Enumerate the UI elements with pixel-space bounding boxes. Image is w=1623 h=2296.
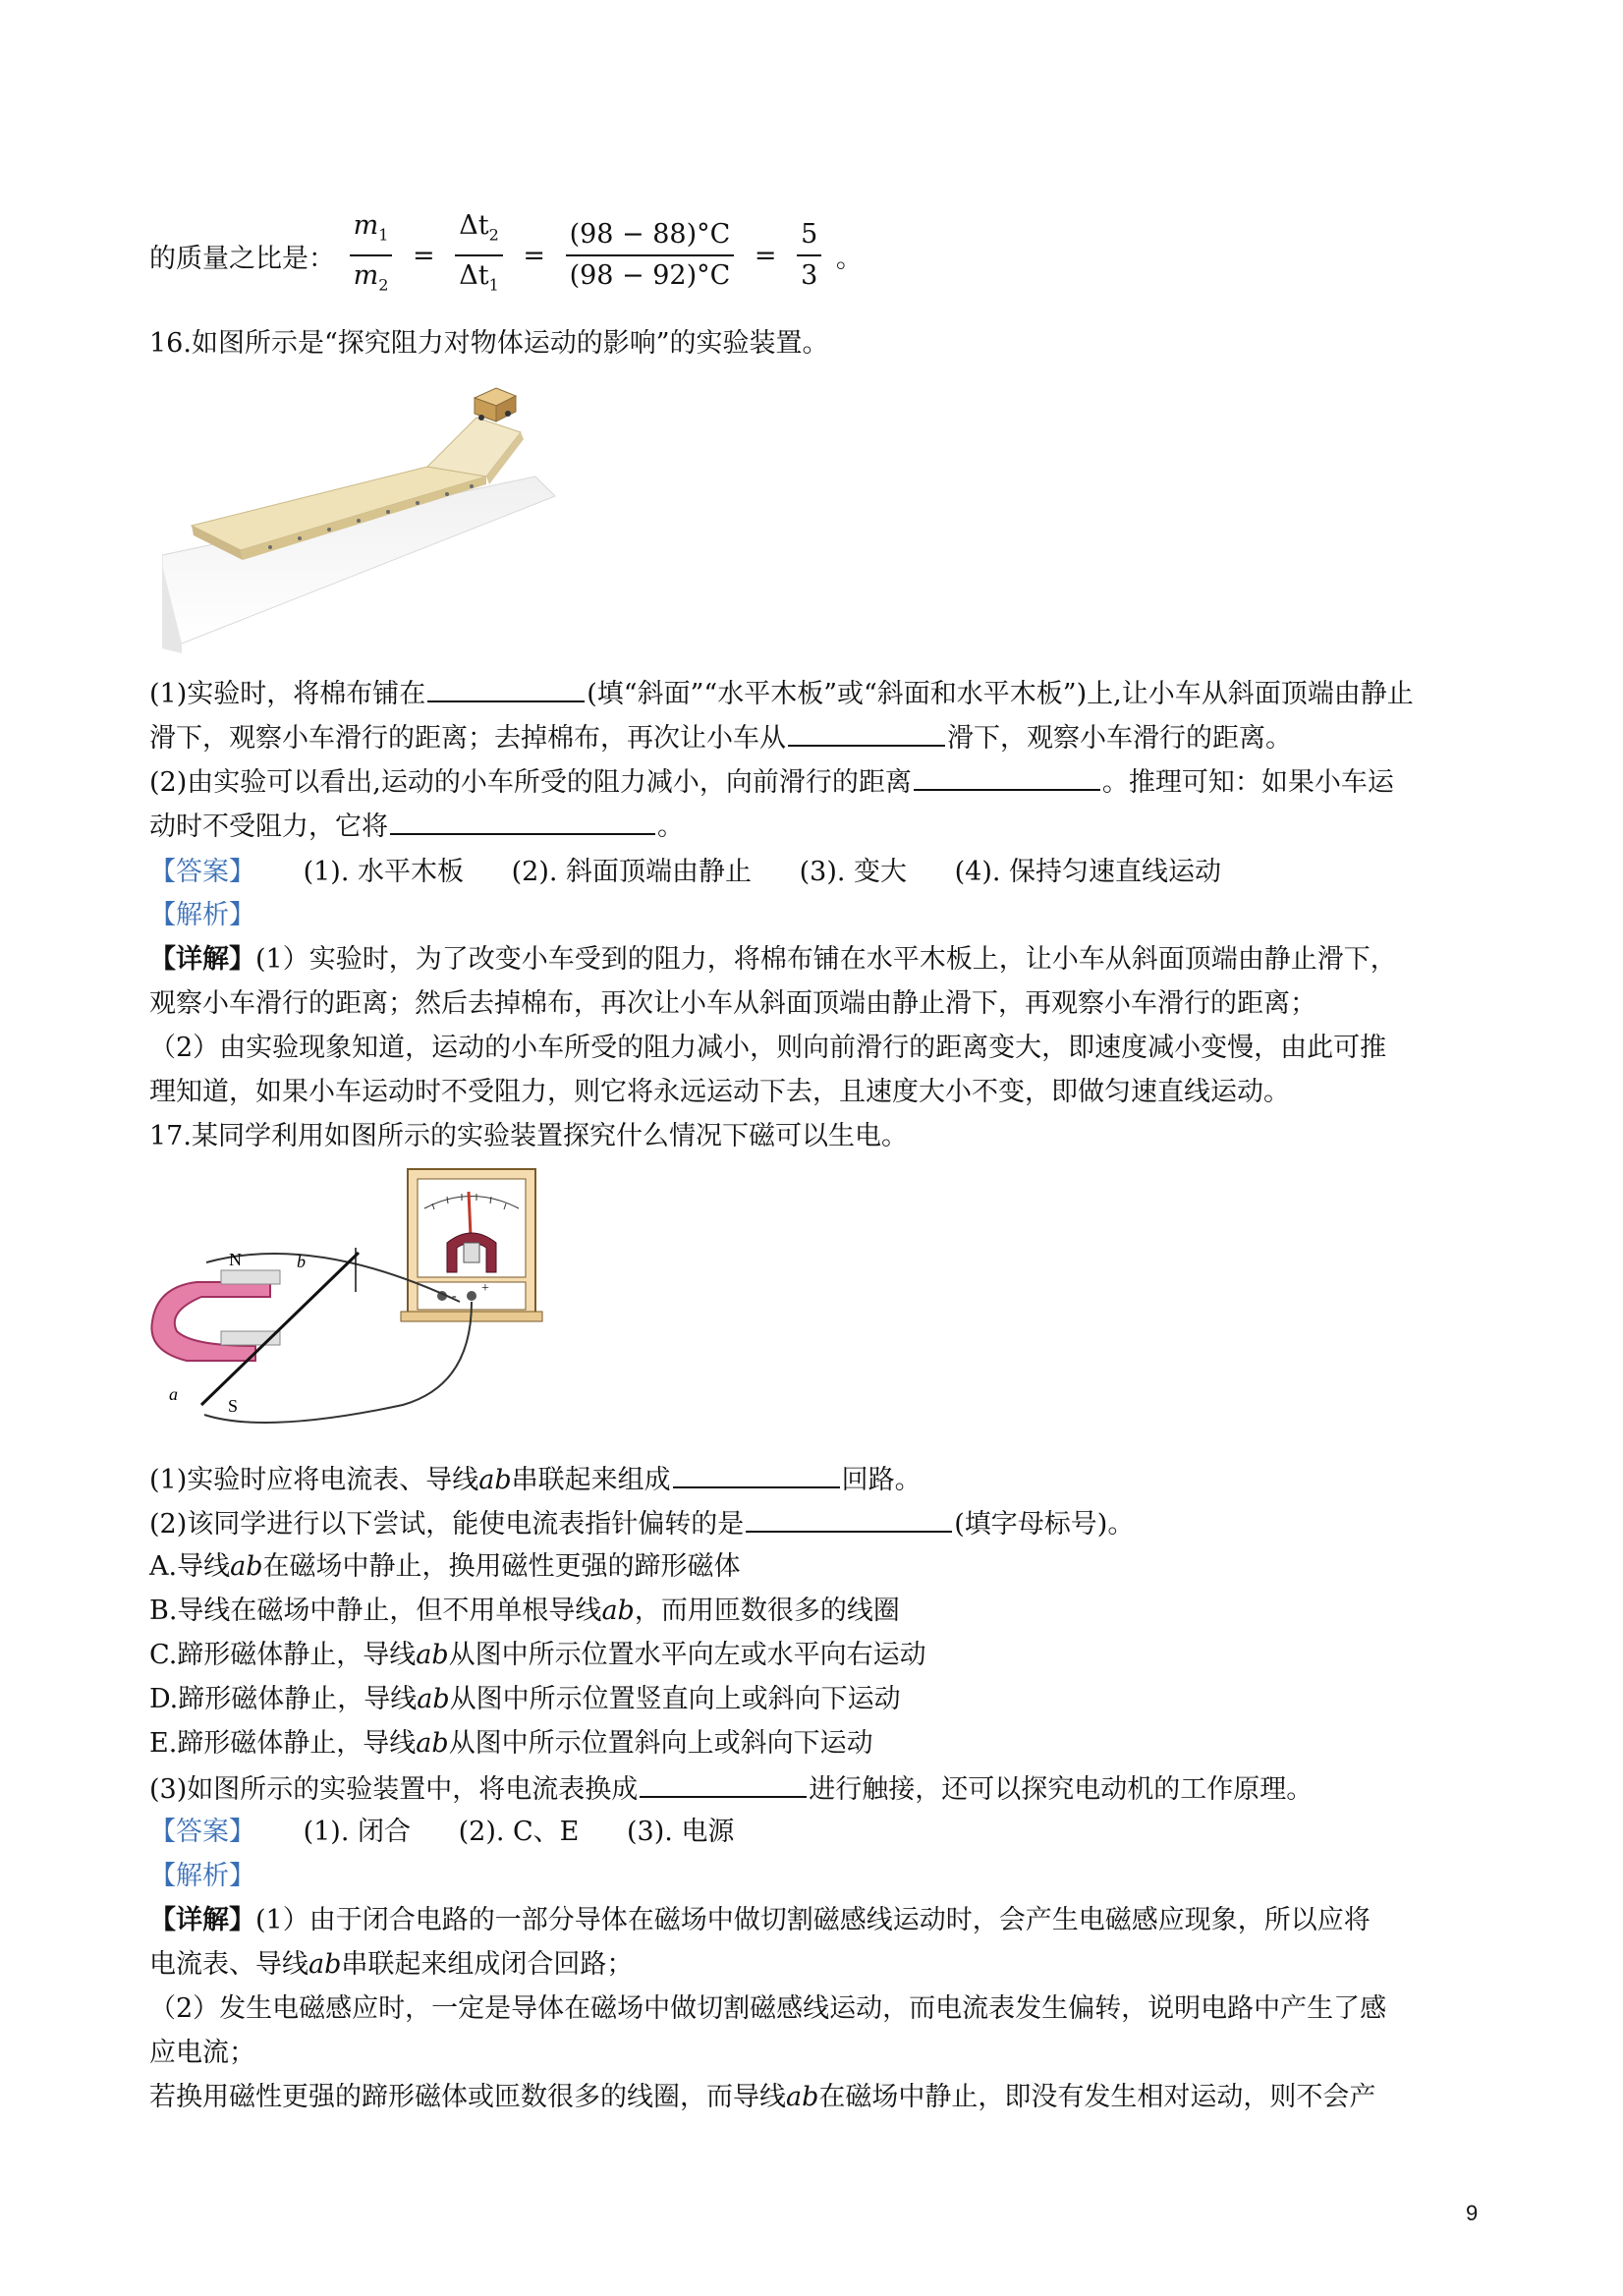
- q16-answer-1: (1). 水平木板: [303, 857, 465, 887]
- q16-part1-line1: (1)实验时，将棉布铺在 (填“斜面”“水平木板”或“斜面和水平木板”)上,让小车从斜面顶端由静止: [149, 673, 1414, 714]
- q17-option-a: A.导线ab在磁场中静止，换用磁性更强的蹄形磁体: [149, 1551, 741, 1582]
- inclined-plane-figure: [162, 378, 575, 653]
- q17-detail-1: 【详解】(1）由于闭合电路的一部分导体在磁场中做切割磁感线运动时，会产生电磁感应现象，所以应将: [149, 1905, 1371, 1935]
- q17-option-d: D.蹄形磁体静止，导线ab从图中所示位置竖直向上或斜向下运动: [149, 1684, 901, 1714]
- svg-text:+: +: [481, 1281, 489, 1296]
- q16-blank-1[interactable]: [427, 673, 585, 702]
- svg-text:S: S: [228, 1396, 239, 1416]
- q17-option-c: C.蹄形磁体静止，导线ab从图中所示位置水平向左或水平向右运动: [149, 1640, 926, 1670]
- q17-option-b: B.导线在磁场中静止，但不用单根导线ab，而用匝数很多的线圈: [149, 1596, 900, 1626]
- q16-detail-1: 【详解】(1）实验时，为了改变小车受到的阻力，将棉布铺在水平木板上，让小车从斜面顶端由静止滑下，: [149, 944, 1397, 975]
- q17-blank-3[interactable]: [640, 1768, 807, 1798]
- q17-blank-2[interactable]: [746, 1503, 952, 1533]
- q16-detail-2: 观察小车滑行的距离；然后去掉棉布，再次让小车从斜面顶端由静止滑下，再观察小车滑行的距离；: [149, 988, 1316, 1019]
- mass-ratio-formula: 的质量之比是： $\frac{m_1}{m_2}$ = $\frac{\Delta t_2}{\Delta t_1}$ = $\frac{(98 - 88)^\circ C}{(98 - 92)^\circ C}$ = $\frac{5}{3}$ 。: [149, 206, 863, 306]
- q16-part1-line2: 滑下，观察小车滑行的距离；去掉棉布，再次让小车从 滑下，观察小车滑行的距离。: [149, 717, 1292, 758]
- svg-text:-: -: [452, 1289, 457, 1304]
- formula-prefix: 的质量之比是：: [149, 243, 335, 274]
- q17-answer-2: (2). C、E: [458, 1817, 580, 1847]
- svg-text:a: a: [169, 1384, 178, 1404]
- svg-text:N: N: [229, 1250, 242, 1269]
- q16-title: 16.如图所示是“探究阻力对物体运动的影响”的实验装置。: [149, 328, 829, 359]
- q16-part2-line2: 动时不受阻力，它将 。: [149, 806, 684, 847]
- answer-label: 【答案】: [149, 1817, 255, 1847]
- q17-option-e: E.蹄形磁体静止，导线ab从图中所示位置斜向上或斜向下运动: [149, 1728, 873, 1759]
- q16-answer-3: (3). 变大: [799, 857, 908, 887]
- q16-blank-3[interactable]: [914, 761, 1100, 791]
- q16-blank-4[interactable]: [390, 806, 655, 835]
- answer-label: 【答案】: [149, 857, 255, 887]
- q16-analysis-label: 【解析】: [149, 900, 255, 930]
- q17-part1: (1)实验时应将电流表、导线ab串联起来组成 回路。: [149, 1459, 922, 1500]
- q17-answer-3: (3). 电源: [626, 1817, 735, 1847]
- q16-blank-2[interactable]: [788, 717, 945, 747]
- q16-part2-line1: (2)由实验可以看出,运动的小车所受的阻力减小，向前滑行的距离 。推理可知：如果小车运: [149, 761, 1394, 803]
- q16-answer-4: (4). 保持匀速直线运动: [954, 857, 1222, 887]
- q16-answer: [149, 853, 1221, 892]
- fraction-result: $\frac{5}{3}$: [797, 215, 821, 296]
- q17-analysis-label: 【解析】: [149, 1861, 255, 1891]
- q17-detail-5: 若换用磁性更强的蹄形磁体或匝数很多的线圈，而导线ab在磁场中静止，即没有发生相对运动，则不会产: [149, 2082, 1376, 2112]
- electromagnetic-induction-figure: [147, 1164, 560, 1429]
- q17-title: 17.某同学利用如图所示的实验装置探究什么情况下磁可以生电。: [149, 1121, 908, 1151]
- fraction-m1-m2: $\frac{m_1}{m_2}$: [350, 206, 393, 306]
- fraction-temperatures: $\frac{(98 - 88)^\circ C}{(98 - 92)^\circ C}$: [566, 215, 735, 296]
- q17-blank-1[interactable]: [673, 1459, 840, 1488]
- q16-detail-4: 理知道，如果小车运动时不受阻力，则它将永远运动下去，且速度大小不变，即做匀速直线运动。: [149, 1077, 1290, 1107]
- q17-detail-3: （2）发生电磁感应时，一定是导体在磁场中做切割磁感线运动，而电流表发生偏转，说明电路中产生了感: [149, 1993, 1387, 2024]
- q17-part3: (3)如图所示的实验装置中，将电流表换成 进行触接，还可以探究电动机的工作原理。: [149, 1768, 1313, 1810]
- q16-detail-3: （2）由实验现象知道，运动的小车所受的阻力减小，则向前滑行的距离变大，即速度减小变慢，由此可推: [149, 1033, 1387, 1063]
- svg-text:b: b: [297, 1252, 306, 1271]
- q17-detail-2: 电流表、导线ab串联起来组成闭合回路；: [149, 1949, 634, 1980]
- q16-answer-2: (2). 斜面顶端由静止: [511, 857, 753, 887]
- q17-detail-4: 应电流；: [149, 2038, 255, 2068]
- page-number: 9: [1466, 2201, 1479, 2225]
- q17-part2: (2)该同学进行以下尝试，能使电流表指针偏转的是 (填字母标号)。: [149, 1503, 1134, 1544]
- fraction-dt2-dt1: $\frac{\Delta t_2}{\Delta t_1}$: [455, 206, 503, 306]
- q17-answer: [149, 1813, 734, 1852]
- q17-answer-1: (1). 闭合: [303, 1817, 412, 1847]
